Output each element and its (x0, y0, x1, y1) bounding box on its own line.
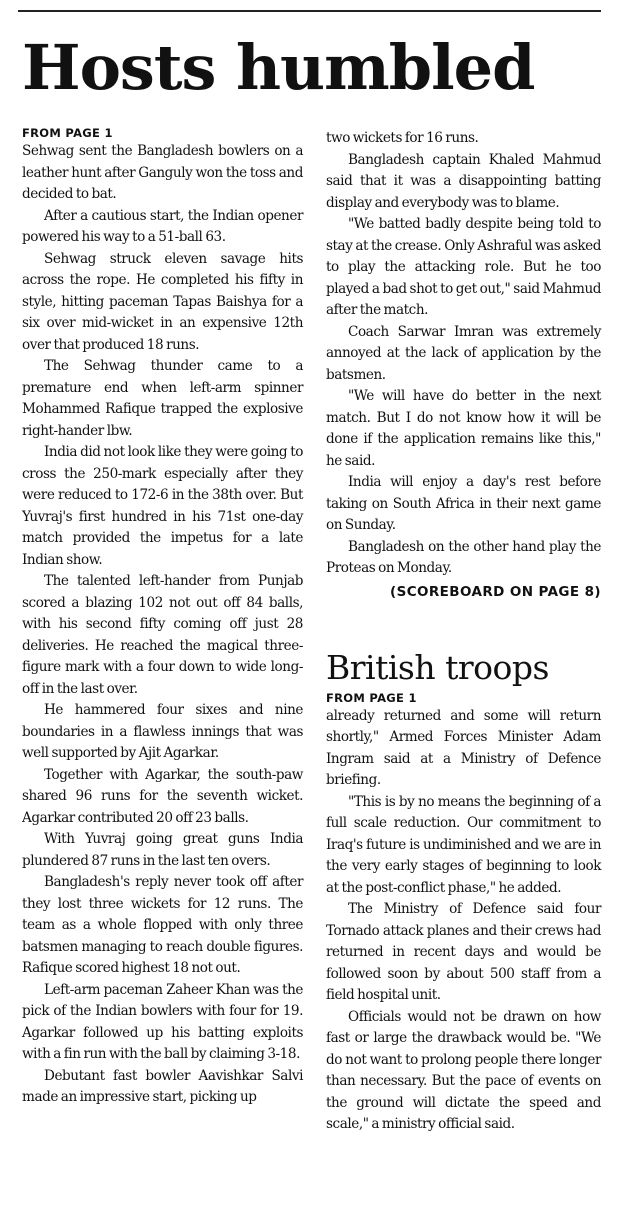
story1-paragraph: Bangladesh's reply never took off after they lost three wickets for 12 runs. The team as a whole flopped with only three batsmen managing to reach double figures. Rafique scored highest 18 not out. (22, 874, 303, 976)
story2-paragraph: "This is by no means the beginning of a full scale reduction. Our commitment to Iraq's future is undiminished and we are in the very early stages of beginning to look at the post-conflict phase," he added. (326, 793, 601, 896)
story1-paragraph: Bangladesh on the other hand play the Proteas on Monday. (326, 538, 601, 576)
story1-paragraph: With Yuvraj going great guns India plundered 87 runs in the last ten overs. (22, 831, 303, 869)
right-column (326, 128, 601, 1136)
story1-paragraph: He hammered four sixes and nine boundaries in a flawless innings that was well supported by Ajit Agarkar. (22, 702, 303, 761)
main-headline: Hosts humbled (22, 31, 535, 104)
scoreboard-reference: (SCOREBOARD ON PAGE 8) (390, 583, 601, 600)
page-top-rule (18, 10, 601, 12)
story1-paragraph: Bangladesh captain Khaled Mahmud said that it was a disappointing batting display and everybody was to blame. (326, 151, 601, 211)
story2-kicker: FROM PAGE 1 (326, 690, 417, 705)
story2-continuation: already returned and some will return shortly," Armed Forces Minister Adam Ingram said at a Ministry of Defence briefing. (326, 707, 601, 788)
story1-paragraph: Coach Sarwar Imran was extremely annoyed at the lack of application by the batsmen. (326, 323, 601, 383)
story1-continuation: two wickets for 16 runs. (326, 130, 479, 146)
story1-paragraph: Together with Agarkar, the south-paw shared 96 runs for the seventh wicket. Agarkar contributed 20 off 23 balls. (22, 766, 303, 826)
story1-paragraph: "We will have do better in the next match. But I do not know how it will be done if the application remains like this," he said. (326, 388, 601, 469)
story1-paragraph: The talented left-hander from Punjab scored a blazing 102 not out off 84 balls, with his second fifty coming off just 28 deliveries. He reached the magical three-figure mark with a four down to wide long-off in the last over. (22, 573, 303, 697)
story2-paragraph: Officials would not be drawn on how fast or large the drawback would be. "We do not want to prolong people there longer than necessary. But the pace of events on the ground will dictate the speed and scale," a ministry official said. (326, 1008, 601, 1132)
story1-kicker: FROM PAGE 1 (22, 126, 113, 140)
story1-paragraph: Sehwag sent the Bangladesh bowlers on a leather hunt after Ganguly won the toss and decided to bat. (22, 143, 303, 202)
story1-left-column (22, 126, 303, 1109)
story1-paragraph: Sehwag struck eleven savage hits across the rope. He completed his fifty in style, hitting paceman Tapas Baishya for a six over mid-wicket in an expensive 12th over that produced 18 runs. (22, 250, 303, 353)
story1-paragraph: India will enjoy a day's rest before taking on South Africa in their next game on Sunday. (326, 474, 601, 533)
story1-paragraph: After a cautious start, the Indian opener powered his way to a 51-ball 63. (22, 207, 303, 245)
story1-paragraph: India did not look like they were going to cross the 250-mark especially after they were reduced to 172-6 in the 38th over. But Yuvraj's first hundred in his 71st one-day match provided the impetus for a late Indian show. (22, 444, 303, 568)
story2-headline: British troops (326, 647, 549, 687)
story1-paragraph: The Sehwag thunder came to a premature end when left-arm spinner Mohammed Rafique trapped the explosive right-hander lbw. (22, 358, 303, 439)
story2-paragraph: The Ministry of Defence said four Tornado attack planes and their crews had returned in recent days and would be followed soon by about 500 staff from a field hospital unit. (326, 901, 601, 1003)
story1-paragraph: "We batted badly despite being told to stay at the crease. Only Ashraful was asked to play the attacking role. But he too played a bad shot to get out," said Mahmud after the match. (326, 216, 601, 318)
story1-paragraph: Debutant fast bowler Aavishkar Salvi made an impressive start, picking up (22, 1067, 303, 1105)
story1-paragraph: Left-arm paceman Zaheer Khan was the pick of the Indian bowlers with four for 19. Agarkar followed up his batting exploits with a fin run with the ball by claiming 3-18. (22, 981, 303, 1062)
